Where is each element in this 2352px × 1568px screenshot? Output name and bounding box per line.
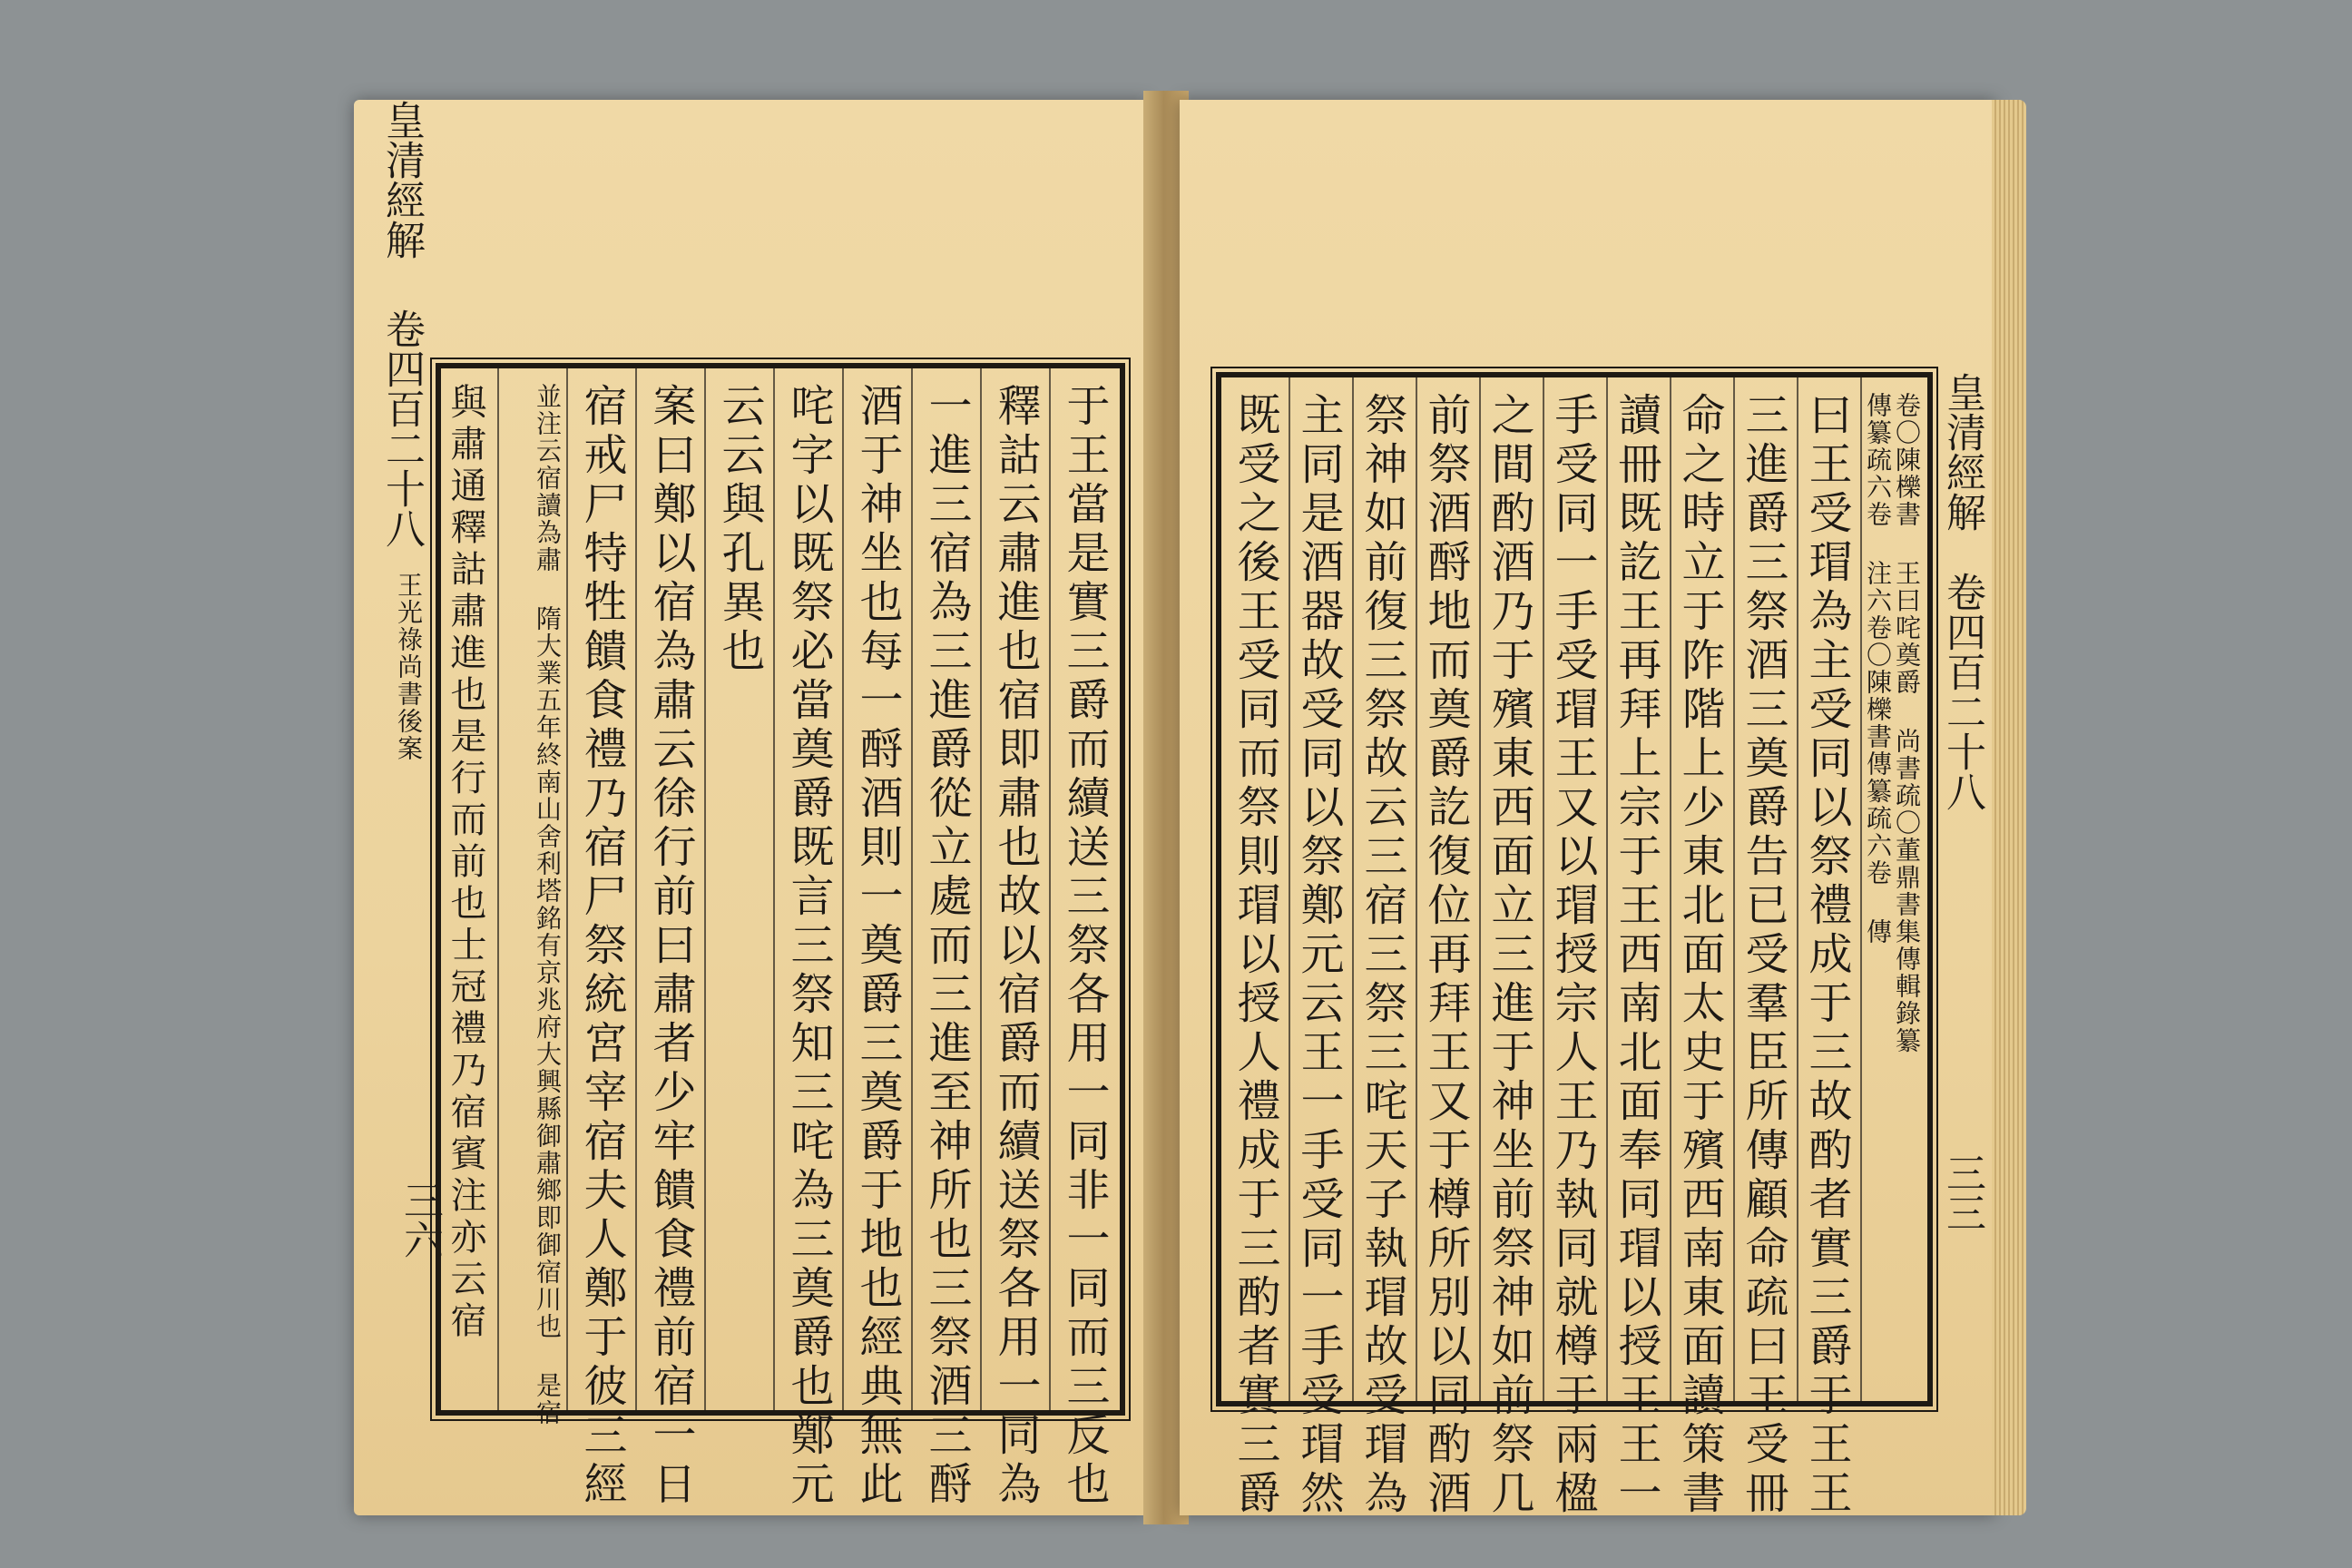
left-margin-author: 王光祿尚書後案 bbox=[394, 572, 424, 762]
right-col-4: 三進爵三祭酒三奠爵告已受羣臣所傳顧命疏曰王受冊 bbox=[1738, 392, 1788, 1519]
right-col-3: 曰王受瑁為主受同以祭禮成于三故酌者實三爵于王王 bbox=[1801, 392, 1852, 1519]
left-col-7: 案曰鄭以宿為肅云徐行前曰肅者少牢饋食禮前宿一日 bbox=[645, 383, 696, 1510]
col-rule bbox=[1416, 377, 1417, 1401]
left-col-5: 咤字以既祭必當奠爵既言三祭知三咤為三奠爵也鄭元 bbox=[783, 383, 834, 1510]
left-page bbox=[354, 100, 1148, 1515]
right-col-11: 主同是酒器故受同以祭鄭元云王一手受同一手受瑁然 bbox=[1293, 392, 1344, 1519]
right-text-frame bbox=[1216, 372, 1933, 1519]
left-margin-page: 三六 bbox=[397, 1180, 443, 1259]
col-rule bbox=[1797, 377, 1798, 1401]
col-rule bbox=[704, 368, 706, 1410]
col-rule bbox=[842, 368, 844, 1410]
left-text-frame bbox=[436, 363, 1125, 1510]
col-rule bbox=[1733, 377, 1735, 1401]
col-rule bbox=[911, 368, 913, 1410]
open-book bbox=[345, 91, 2033, 1524]
col-rule bbox=[1543, 377, 1544, 1401]
col-rule bbox=[497, 368, 499, 1410]
left-col-3: 一進三宿為三進爵從立處而三進至神所也三祭酒三酹 bbox=[921, 383, 972, 1510]
right-col-7: 手受同一手受瑁王又以瑁授宗人王乃執同就樽于兩楹 bbox=[1547, 392, 1598, 1519]
col-rule bbox=[1352, 377, 1354, 1401]
right-page bbox=[1180, 100, 1996, 1519]
col-rule bbox=[635, 368, 637, 1410]
left-col-6: 云云與孔異也 bbox=[714, 383, 765, 677]
col-rule bbox=[980, 368, 982, 1410]
left-col-4: 酒于神坐也每一酹酒則一奠爵三奠爵于地也經典無此 bbox=[852, 383, 903, 1510]
left-margin-title: 皇清經解 bbox=[378, 100, 425, 260]
left-col-10: 與肅通釋詁肅進也是行而前也士冠禮乃宿賓注亦云宿 bbox=[445, 383, 486, 1343]
right-col-2: 傳纂疏六卷 注六卷〇陳櫟書傳纂疏六卷 傳 bbox=[1863, 392, 1893, 946]
right-margin-page: 三三 bbox=[1939, 1152, 1985, 1232]
left-col-8: 宿戒尸特牲饋食禮乃宿尸祭統宮宰宿夫人鄭于彼三經 bbox=[576, 383, 627, 1510]
left-col-2: 釋詁云肅進也宿即肅也故以宿爵而續送祭各用一同為 bbox=[990, 383, 1041, 1510]
col-rule bbox=[1479, 377, 1481, 1401]
col-rule bbox=[1670, 377, 1671, 1401]
right-col-9: 前祭酒酹地而奠爵訖復位再拜王又于樽所別以同酌酒 bbox=[1420, 392, 1471, 1519]
right-col-5: 命之時立于阼階上少東北面太史于殯西南東面讀策書 bbox=[1674, 392, 1725, 1519]
left-col-9: 並注云宿讀為肅 隋大業五年終南山舍利塔銘有京兆府大興縣御肅鄉即御宿川也 是宿 bbox=[533, 383, 563, 1426]
right-margin-sub: 卷四百二十八 bbox=[1939, 572, 1985, 811]
right-col-6: 讀冊既訖王再拜上宗于王西南北面奉同瑁以授王王一 bbox=[1611, 392, 1661, 1519]
col-rule bbox=[1860, 377, 1862, 1401]
left-margin-sub: 卷四百二十八 bbox=[378, 309, 425, 548]
right-col-8: 之間酌酒乃于殯東西面立三進于神坐前祭神如前祭几 bbox=[1484, 392, 1534, 1519]
col-rule bbox=[1606, 377, 1608, 1401]
right-col-10: 祭神如前復三祭故云三宿三祭三咤天子執瑁故受瑁為 bbox=[1357, 392, 1407, 1519]
right-col-1: 卷〇陳櫟書 王曰咤奠爵 尚書疏〇董鼎書集傳輯錄纂 bbox=[1892, 392, 1922, 1054]
col-rule bbox=[566, 368, 568, 1410]
col-rule bbox=[1049, 368, 1051, 1410]
right-col-12: 既受之後王受同而祭則瑁以授人禮成于三酌者實三爵 bbox=[1230, 392, 1280, 1519]
page-edges bbox=[1992, 100, 2026, 1515]
col-rule bbox=[1289, 377, 1290, 1401]
right-margin-title: 皇清經解 bbox=[1939, 372, 1985, 532]
left-col-1: 于王當是實三爵而續送三祭各用一同非一同而三反也 bbox=[1059, 383, 1110, 1510]
col-rule bbox=[773, 368, 775, 1410]
